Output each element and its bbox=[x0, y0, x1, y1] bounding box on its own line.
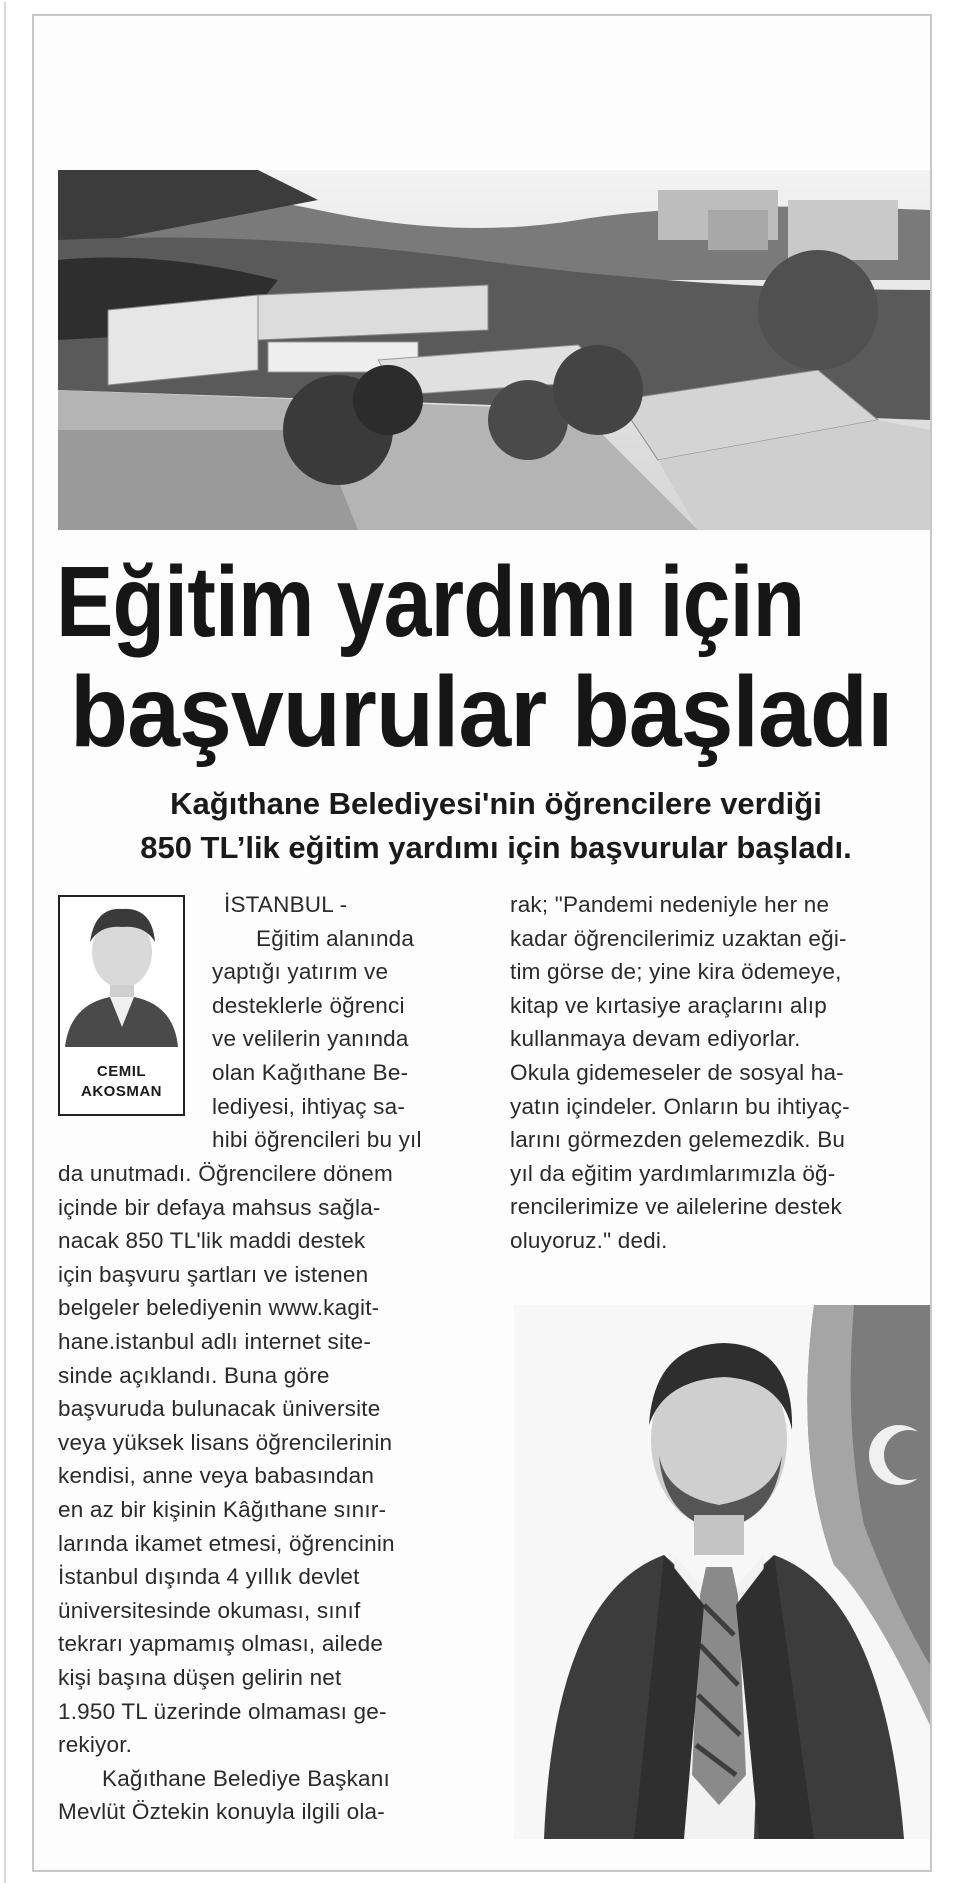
text-line: kişi başına düşen gelirin net bbox=[58, 1664, 342, 1690]
text-line: yıl da eğitim yardımlarımızla öğ- bbox=[510, 1160, 836, 1186]
headline-line-1: Eğitim yardımı için bbox=[56, 546, 805, 658]
text-line: larında ikamet etmesi, öğrencinin bbox=[58, 1530, 395, 1556]
text-line: oluyoruz." dedi. bbox=[510, 1227, 668, 1253]
author-byline-box bbox=[58, 895, 185, 1116]
text-line: hibi öğrencileri bu yıl bbox=[212, 1127, 422, 1153]
text-line: Eğitim alanında bbox=[256, 925, 415, 951]
text-line: 1.950 TL üzerinde olmaması ge- bbox=[58, 1698, 387, 1724]
text-line: kadar öğrencilerimiz uzaktan eği- bbox=[510, 925, 847, 951]
text-line: kullanmaya devam ediyorlar. bbox=[510, 1026, 801, 1052]
text-line: tekrarı yapmamış olması, ailede bbox=[58, 1631, 384, 1657]
subheadline-line-2: 850 TL’lik eğitim yardımı için başvurular başladı. bbox=[140, 830, 852, 865]
text-line: İstanbul dışında 4 yıllık devlet bbox=[58, 1564, 360, 1590]
text-line: kitap ve kırtasiye araçlarını alıp bbox=[510, 992, 827, 1018]
text-line: yatın içindeler. Onların bu ihtiyaç- bbox=[510, 1093, 850, 1119]
author-first-name: CEMIL bbox=[96, 1063, 147, 1080]
text-line: ve velilerin yanında bbox=[212, 1026, 409, 1052]
text-line: rekiyor. bbox=[58, 1732, 133, 1758]
text-line: yaptığı yatırım ve bbox=[212, 959, 389, 985]
text-line: İSTANBUL - bbox=[224, 892, 348, 917]
text-line: üniversitesinde okuması, sınıf bbox=[58, 1597, 361, 1623]
text-line: rak; "Pandemi nedeniyle her ne bbox=[510, 892, 830, 917]
text-line: başvuruda bulunacak üniversite bbox=[58, 1396, 381, 1422]
text-line: larını görmezden gelemezdik. Bu bbox=[510, 1127, 846, 1153]
text-line: da unutmadı. Öğrencilere dönem bbox=[58, 1161, 393, 1186]
subheadline-line-1: Kağıthane Belediyesi'nin öğrencilere verdiği bbox=[170, 786, 822, 821]
text-line: lediyesi, ihtiyaç sa- bbox=[212, 1093, 406, 1119]
text-line: Kağıthane Belediye Başkanı bbox=[102, 1765, 390, 1791]
article-column-2 bbox=[510, 888, 930, 1258]
text-line: için başvuru şartları ve istenen bbox=[58, 1261, 369, 1287]
headline-line-2: başvurular başladı bbox=[70, 656, 893, 768]
text-line: hane.istanbul adlı internet site- bbox=[58, 1328, 372, 1354]
text-line: belgeler belediyenin www.kagit- bbox=[58, 1295, 380, 1321]
article-column-1-body bbox=[58, 1157, 478, 1829]
text-line: içinde bir defaya mahsus sağla- bbox=[58, 1194, 381, 1220]
author-last-name: AKOSMAN bbox=[81, 1083, 162, 1100]
text-line: tim görse de; yine kira ödemeye, bbox=[510, 959, 842, 985]
text-line: veya yüksek lisans öğrencilerinin bbox=[58, 1429, 393, 1455]
text-line: sinde açıklandı. Buna göre bbox=[58, 1362, 330, 1388]
campus-aerial-photo bbox=[58, 170, 930, 530]
text-line: en az bir kişinin Kâğıthane sınır- bbox=[58, 1496, 387, 1522]
mayor-portrait-photo bbox=[514, 1305, 930, 1839]
text-line: Mevlüt Öztekin konuyla ilgili ola- bbox=[58, 1799, 385, 1825]
author-portrait bbox=[60, 897, 183, 1047]
text-line: kendisi, anne veya babasından bbox=[58, 1463, 375, 1489]
article-column-1-top bbox=[212, 888, 472, 1157]
text-line: desteklerle öğrenci bbox=[212, 992, 405, 1018]
text-line: olan Kağıthane Be- bbox=[212, 1059, 409, 1085]
text-line: nacak 850 TL'lik maddi destek bbox=[58, 1228, 366, 1254]
text-line: Okula gidemeseler de sosyal ha- bbox=[510, 1059, 844, 1085]
text-line: rencilerimize ve ailelerine destek bbox=[510, 1194, 842, 1220]
